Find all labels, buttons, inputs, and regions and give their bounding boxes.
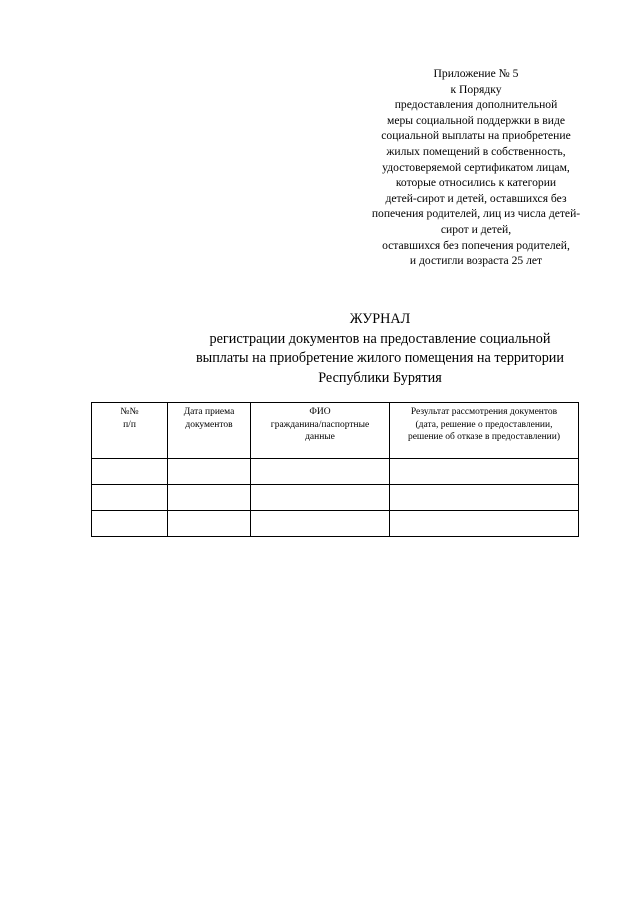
appendix-line: оставшихся без попечения родителей, [382,238,570,252]
appendix-line: и достигли возраста 25 лет [409,254,543,268]
header-line: документов [185,419,233,430]
appendix-line: попечения родителей, лиц из числа детей- [371,207,581,221]
title-line: Республики Бурятия [318,369,442,386]
appendix-line: удостоверяемой сертификатом лицам, [382,160,570,174]
table-header-row [92,403,579,459]
appendix-line: Приложение № 5 [433,67,519,80]
table-cell [92,459,168,485]
table-cell [92,511,168,537]
journal-table [91,402,579,537]
table-row [92,459,579,485]
header-fio [251,403,390,459]
appendix-line: которые относились к категории [395,176,557,190]
table-cell [390,485,579,511]
header-line: п/п [123,419,136,430]
header-line: гражданина/паспортные [270,419,370,430]
header-result [390,403,579,459]
table-cell [251,485,390,511]
header-line: ФИО [309,407,331,417]
header-line: решение об отказе в предоставлении) [407,432,561,442]
header-line: (дата, решение о предоставлении, [415,419,553,430]
table-cell [168,459,251,485]
document-title [140,310,620,388]
appendix-block [350,66,602,269]
header-line: Результат рассмотрения документов [410,407,558,417]
appendix-line: сирот и детей, [440,222,512,236]
title-line: выплаты на приобретение жилого помещения на территории [195,350,564,366]
appendix-line: меры социальной поддержки в виде [387,113,565,127]
table-row [92,511,579,537]
header-line: данные [305,432,335,442]
table-row [92,485,579,511]
table-cell [390,511,579,537]
header-date [168,403,251,459]
header-number [92,403,168,459]
appendix-line: социальной выплаты на приобретение [381,129,571,143]
table-cell [92,485,168,511]
header-line: Дата приема [183,407,235,417]
appendix-line: предоставления дополнительной [394,98,558,112]
table-cell [390,459,579,485]
header-line: №№ [120,407,139,417]
table-cell [251,459,390,485]
table-cell [251,511,390,537]
appendix-line: жилых помещений в собственность, [386,144,566,158]
title-line: регистрации документов на предоставление социальной [209,330,551,347]
appendix-line: к Порядку [450,82,502,96]
appendix-line: детей-сирот и детей, оставшихся без [385,191,567,205]
table-cell [168,511,251,537]
title-heading: ЖУРНАЛ [349,311,411,327]
table-cell [168,485,251,511]
